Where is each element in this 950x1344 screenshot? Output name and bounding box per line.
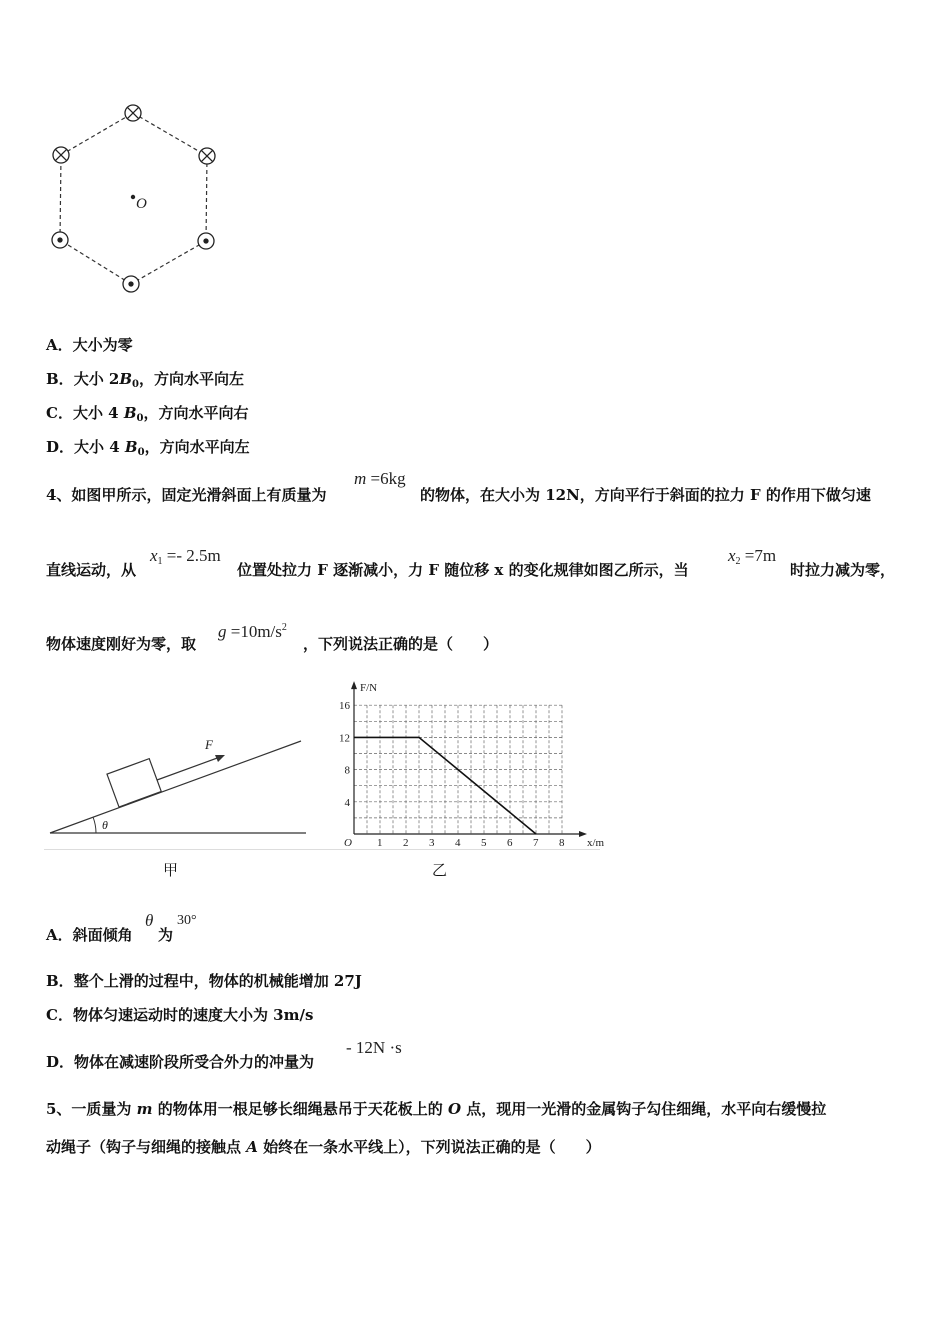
q5-stem-line-1: 5、一质量为 m 的物体用一根足够长细绳悬吊于天花板上的 O 点，现用一光滑的金属钩子勾住细绳，水平向右缓慢拉: [46, 1100, 827, 1118]
q4-option-a-angle: 30°: [177, 913, 197, 928]
q4-stem-line-1: 4、如图甲所示，固定光滑斜面上有质量为: [46, 486, 327, 504]
block: [107, 759, 161, 807]
x-tick-label: 7: [533, 837, 539, 849]
q4-stem-line-3: 物体速度刚好为零，取: [46, 635, 197, 653]
q4-stem-line-2: 直线运动，从: [46, 561, 137, 579]
y-tick-label: 16: [339, 700, 350, 713]
current-out-of-page-symbol: [52, 232, 214, 292]
force-label: F: [205, 737, 213, 752]
incline-figure: [44, 730, 314, 850]
q3-option-d: D．大小 4 $B_0$，方向水平向左: [46, 438, 250, 458]
hexagon-figure: [40, 95, 240, 305]
x-tick-label: 6: [507, 837, 513, 849]
q4-math-x2: $x_2 =7m$: [728, 546, 777, 567]
q4-option-c: C．物体匀速运动时的速度大小为 3m/s: [46, 1006, 314, 1024]
x-tick-label: 5: [481, 837, 487, 849]
angle-arc: [93, 817, 96, 833]
x-axis-label: x/m: [587, 837, 605, 849]
q4-option-a: A．斜面倾角: [46, 926, 133, 944]
current-into-page-symbol: [53, 105, 215, 164]
q4-math-g: $g =10m/s^2$: [218, 622, 287, 641]
q4-option-a-wei: 为: [158, 926, 174, 944]
center-label: O: [136, 196, 147, 212]
q4-math-mass: m =6kg: [354, 469, 406, 488]
y-tick-label: 12: [339, 732, 350, 745]
force-arrow: [157, 757, 220, 780]
q4-stem-line-2b: 位置处拉力 F 逐渐减小，力 F 随位移 x 的变化规律如图乙所示，当: [237, 561, 689, 579]
x-axis-arrowhead: [579, 831, 587, 837]
q4-stem-line-3b: ，下列说法正确的是（ ）: [303, 635, 499, 653]
q3-option-a: A．大小为零: [46, 336, 133, 354]
q4-option-a-theta: θ: [145, 911, 154, 930]
y-tick-label: 4: [344, 796, 350, 809]
force-displacement-chart: [330, 675, 605, 850]
center-point: [131, 195, 135, 199]
x-tick-label: 3: [429, 837, 435, 849]
q4-option-b: B．整个上滑的过程中，物体的机械能增加 27J: [46, 972, 362, 990]
caption-yi: 乙: [432, 861, 448, 879]
y-axis-label: F/N: [360, 682, 378, 695]
y-tick-label: 8: [344, 764, 350, 777]
angle-label: θ: [102, 818, 108, 832]
x-tick-label: 8: [559, 837, 565, 849]
q4-option-d-impulse: - 12N ·s: [346, 1038, 402, 1057]
q4-stem-line-2c: 时拉力减为零，: [790, 561, 896, 579]
y-axis-arrowhead: [351, 681, 357, 689]
q4-option-d: D．物体在减速阶段所受合外力的冲量为: [46, 1053, 315, 1071]
x-tick-label: 4: [455, 837, 461, 849]
caption-jia: 甲: [163, 861, 179, 879]
q4-stem-line-1b: 的物体，在大小为 12N，方向平行于斜面的拉力 F 的作用下做匀速: [420, 486, 871, 504]
force-arrowhead: [215, 755, 225, 762]
q4-math-x1: $x_1 =- 2.5m$: [150, 546, 221, 567]
x-tick-label: 2: [403, 837, 409, 849]
origin-label: O: [344, 837, 352, 849]
q5-stem-line-2: 动绳子（钩子与细绳的接触点 A 始终在一条水平线上），下列说法正确的是（ ）: [46, 1138, 601, 1156]
incline-surface: [50, 741, 301, 833]
x-tick-label: 1: [377, 837, 383, 849]
q3-option-b: B．大小 $2B_0$，方向水平向左: [46, 370, 245, 390]
q3-option-c: C．大小 4 $B_0$，方向水平向右: [46, 404, 249, 424]
